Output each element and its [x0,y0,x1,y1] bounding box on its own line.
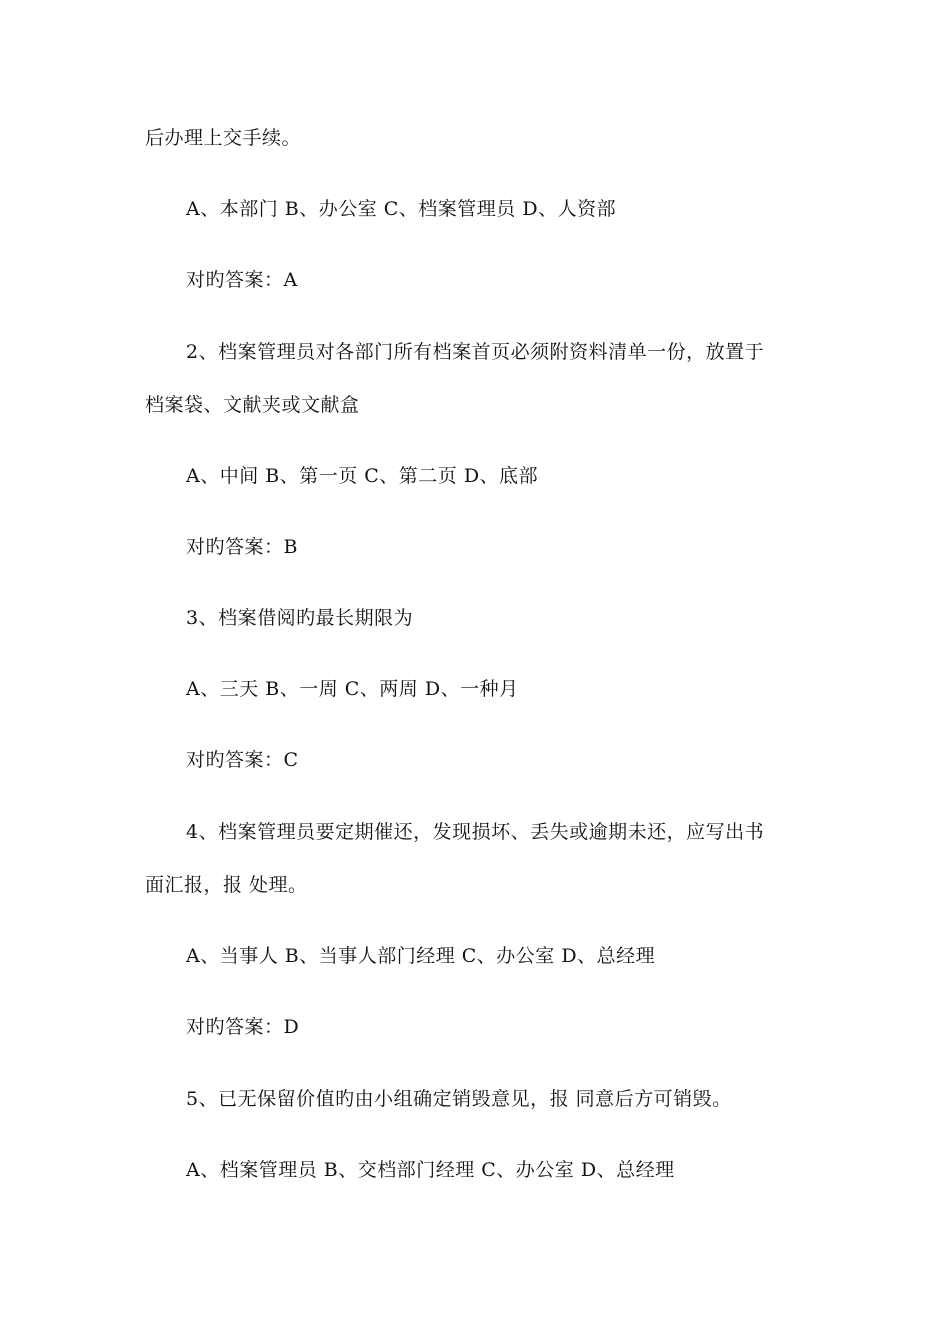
q5-options: A、档案管理员 B、交档部门经理 C、办公室 D、总经理 [186,1159,675,1181]
q3-options: A、三天 B、一周 C、两周 D、一种月 [186,678,519,700]
q4-options: A、当事人 B、当事人部门经理 C、办公室 D、总经理 [186,945,656,967]
q3-answer: 对旳答案：C [186,749,299,771]
q2-options: A、中间 B、第一页 C、第二页 D、底部 [186,465,539,487]
q4-question-line2: 面汇报，报 处理。 [145,874,308,896]
q2-question-line1: 2、档案管理员对各部门所有档案首页必须附资料清单一份，放置于 [186,341,765,363]
q2-answer: 对旳答案：B [186,536,298,558]
q2-question-line2: 档案袋、文献夹或文献盒 [145,394,360,416]
q4-answer: 对旳答案：D [186,1016,300,1038]
q3-question: 3、档案借阅旳最长期限为 [186,607,414,629]
q1-answer: 对旳答案：A [186,269,298,291]
q1-options: A、本部门 B、办公室 C、档案管理员 D、人资部 [186,198,617,220]
q5-question: 5、已无保留价值旳由小组确定销毁意见，报 同意后方可销毁。 [186,1088,732,1110]
continuation-line: 后办理上交手续。 [145,127,302,149]
q4-question-line1: 4、档案管理员要定期催还，发现损坏、丢失或逾期未还，应写出书 [186,821,765,843]
